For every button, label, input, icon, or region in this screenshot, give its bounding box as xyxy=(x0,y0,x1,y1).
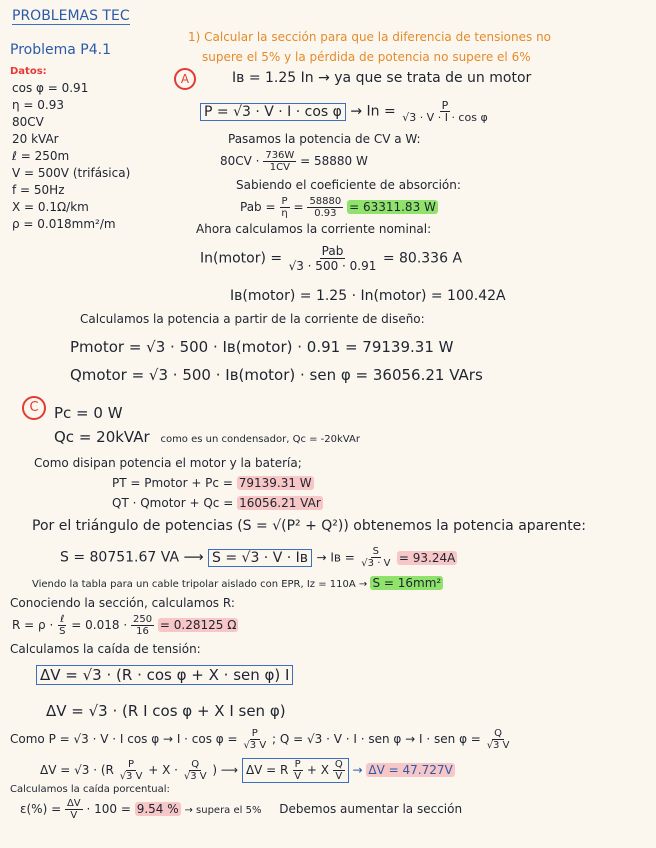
section-label: Conociendo la sección, calculamos R: xyxy=(10,596,235,610)
power-formula: P = √3 · V · I · cos φ → In = $\frac{P}{\text{√3 · V · I · cos φ}}$ xyxy=(200,100,490,123)
data-item: X = 0.1Ω/km xyxy=(12,200,89,214)
design-current-label: Calculamos la potencia a partir de la corriente de diseño: xyxy=(80,312,425,326)
pass-cv-label: Pasamos la potencia de CV a W: xyxy=(228,132,421,146)
statement-line-2: supere el 5% y la pérdida de potencia no supere el 6% xyxy=(202,50,531,64)
percent-label: Calculamos la caída porcentual: xyxy=(10,784,170,795)
ib-motor: Iв(motor) = 1.25 · In(motor) = 100.42A xyxy=(230,288,506,304)
dissipate-label: Como disipan potencia el motor y la batería; xyxy=(34,456,302,470)
pc-value: Pc = 0 W xyxy=(54,404,123,422)
data-item: ℓ = 250m xyxy=(12,149,70,163)
ib-definition: Iв = 1.25 In → ya que se trata de un motor xyxy=(232,70,532,86)
data-item: η = 0.93 xyxy=(12,98,65,112)
voltage-drop-2: ΔV = √3 · (R I cos φ + X I sen φ) xyxy=(46,702,286,720)
data-item: V = 500V (trifásica) xyxy=(12,166,131,180)
drop-label: Calculamos la caída de tensión: xyxy=(10,642,201,656)
part-a-marker: A xyxy=(174,68,196,90)
in-motor-formula: In(motor) = $\frac{\text{Pab}}{√3 \cdot 500 \cdot 0.91}$ = 80.336 A xyxy=(200,244,463,273)
problem-title: Problema P4.1 xyxy=(10,42,111,58)
qc-value: Qc = 20kVAr como es un condensador, Qc = -20kVAr xyxy=(54,428,360,446)
part-c-marker: C xyxy=(22,396,46,420)
data-label: Datos: xyxy=(10,66,47,77)
q-motor: Qmotor = √3 · 500 · Iв(motor) · sen φ = 36056.21 VArs xyxy=(70,366,483,384)
apparent-power-line: S = 80751.67 VA ⟶ S = √3 · V · Iв → Iв = $\frac{S}{√3 \cdot V}$ = 93.24A xyxy=(60,546,456,569)
page-header: PROBLEMAS TEC xyxy=(12,8,130,24)
voltage-drop-3: ΔV = √3 · (R $\frac{P}{√3 V}$ + X · $\frac{Q}{√3 V}$ ) ⟶ ΔV = R $\frac{P}{V}$ + X $\frac{Q}{V}$ → ΔV = 47.727V xyxy=(40,759,453,782)
data-item: 80CV xyxy=(12,115,44,129)
cv-conversion: 80CV · $\frac{736W}{1CV}$ = 58880 W xyxy=(220,150,368,173)
data-item: ρ = 0.018mm²/m xyxy=(12,217,116,231)
data-item: cos φ = 0.91 xyxy=(12,81,89,95)
statement-line-1: 1) Calcular la sección para que la diferencia de tensiones no xyxy=(188,30,552,44)
qt-total: QT · Qmotor + Qc = 16056.21 VAr xyxy=(112,496,321,510)
p-motor: Pmotor = √3 · 500 · Iв(motor) · 0.91 = 79139.31 W xyxy=(70,338,454,356)
data-item: f = 50Hz xyxy=(12,183,65,197)
pab-formula: Pab = $\frac{P}{\eta}$ = $\frac{58880}{0.93}$ = 63311.83 W xyxy=(240,196,436,219)
como-line: Como P = √3 · V · I cos φ → I · cos φ = $\frac{P}{√3 V}$ ; Q = √3 · V · I · sen φ → I · sen φ = $\frac{Q}{√3 V}$ xyxy=(10,728,510,751)
voltage-drop-1: ΔV = √3 · (R · cos φ + X · sen φ) I xyxy=(36,666,293,684)
percent-drop: ε(%) = $\frac{\Delta V}{V}$ · 100 = 9.54 % → supera el 5% Debemos aumentar la sección xyxy=(20,798,463,821)
table-line: Viendo la tabla para un cable tripolar aislado con EPR, Iz = 110A → S = 16mm² xyxy=(32,576,442,590)
nominal-current-label: Ahora calculamos la corriente nominal: xyxy=(196,222,432,236)
triangle-line: Por el triángulo de potencias (S = √(P² + Q²)) obtenemos la potencia aparente: xyxy=(32,518,587,534)
resistance-formula: R = ρ · $\frac{\text{ℓ}}{S}$ = 0.018 · $\frac{250}{16}$ = 0.28125 Ω xyxy=(12,614,237,637)
data-list xyxy=(12,80,130,233)
pt-total: PT = Pmotor + Pc = 79139.31 W xyxy=(112,476,312,490)
absorption-label: Sabiendo el coeficiente de absorción: xyxy=(236,178,461,192)
data-item: 20 kVAr xyxy=(12,132,59,146)
